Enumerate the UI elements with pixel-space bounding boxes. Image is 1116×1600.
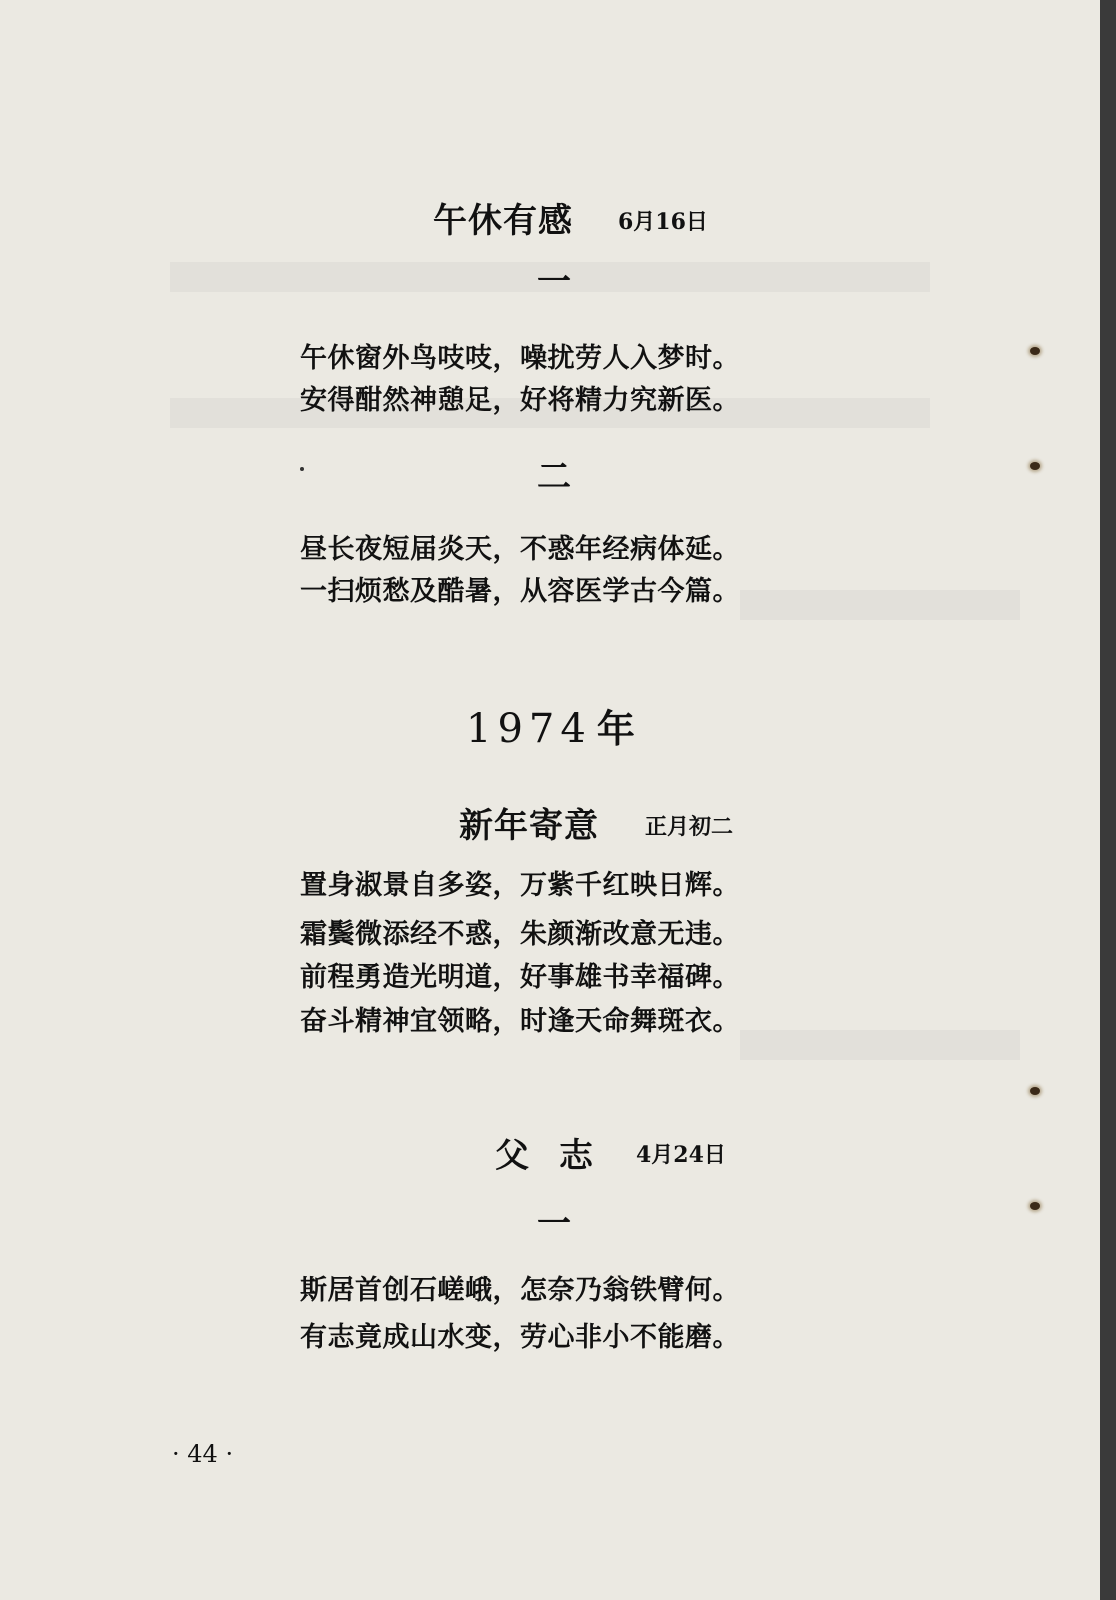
page-number-value: 44: [187, 1440, 218, 1468]
binding-hole: [1030, 462, 1040, 470]
year-suffix: 年: [596, 706, 635, 751]
poem-date: 4月24日: [636, 1142, 726, 1168]
section-number: 一: [537, 262, 571, 302]
poem-line: 安得酣然神憩足，好将精力究新医。: [300, 385, 740, 416]
poem-line: 昼长夜短届炎天，不惑年经病体延。: [300, 534, 740, 565]
year-heading: [466, 698, 635, 753]
poem-line: 前程勇造光明道，好事雄书幸福碑。: [300, 962, 740, 993]
poem-date: 6月16日: [618, 209, 708, 235]
poem-line: 霜鬓微添经不惑，朱颜渐改意无违。: [300, 919, 740, 950]
poem-line: 奋斗精神宜领略，时逢天命舞斑衣。: [300, 1006, 740, 1037]
poem-line: 斯居首创石嵯峨，怎奈乃翁铁臂何。: [300, 1275, 740, 1306]
poem-title: 父志: [495, 1136, 623, 1176]
page-number-dot-right: ·: [217, 1440, 234, 1468]
section-number: 一: [537, 1204, 571, 1244]
binding-hole: [1030, 347, 1040, 355]
page-number-dot-left: ·: [172, 1440, 188, 1468]
poem-title: 午休有感: [433, 201, 573, 241]
poem-date: 正月初二: [645, 814, 734, 840]
poem-line: 午休窗外鸟吱吱，噪扰劳人入梦时。: [300, 343, 740, 374]
poem-line: 有志竟成山水变，劳心非小不能磨。: [300, 1322, 740, 1353]
poem-line: 一扫烦愁及酷暑，从容医学古今篇。: [300, 576, 740, 607]
section-number: 二: [537, 457, 571, 497]
show-through-mark: [740, 590, 1020, 620]
page-number: [172, 1440, 233, 1468]
binding-hole: [1030, 1202, 1040, 1210]
poem-line: 置身淑景自多姿，万紫千红映日辉。: [300, 870, 740, 901]
binding-hole: [1030, 1087, 1040, 1095]
year-number: 1974: [466, 706, 592, 752]
ink-speck: [300, 467, 304, 471]
show-through-mark: [740, 1030, 1020, 1060]
page-edge: [1100, 0, 1116, 1600]
poem-title: 新年寄意: [459, 806, 599, 846]
